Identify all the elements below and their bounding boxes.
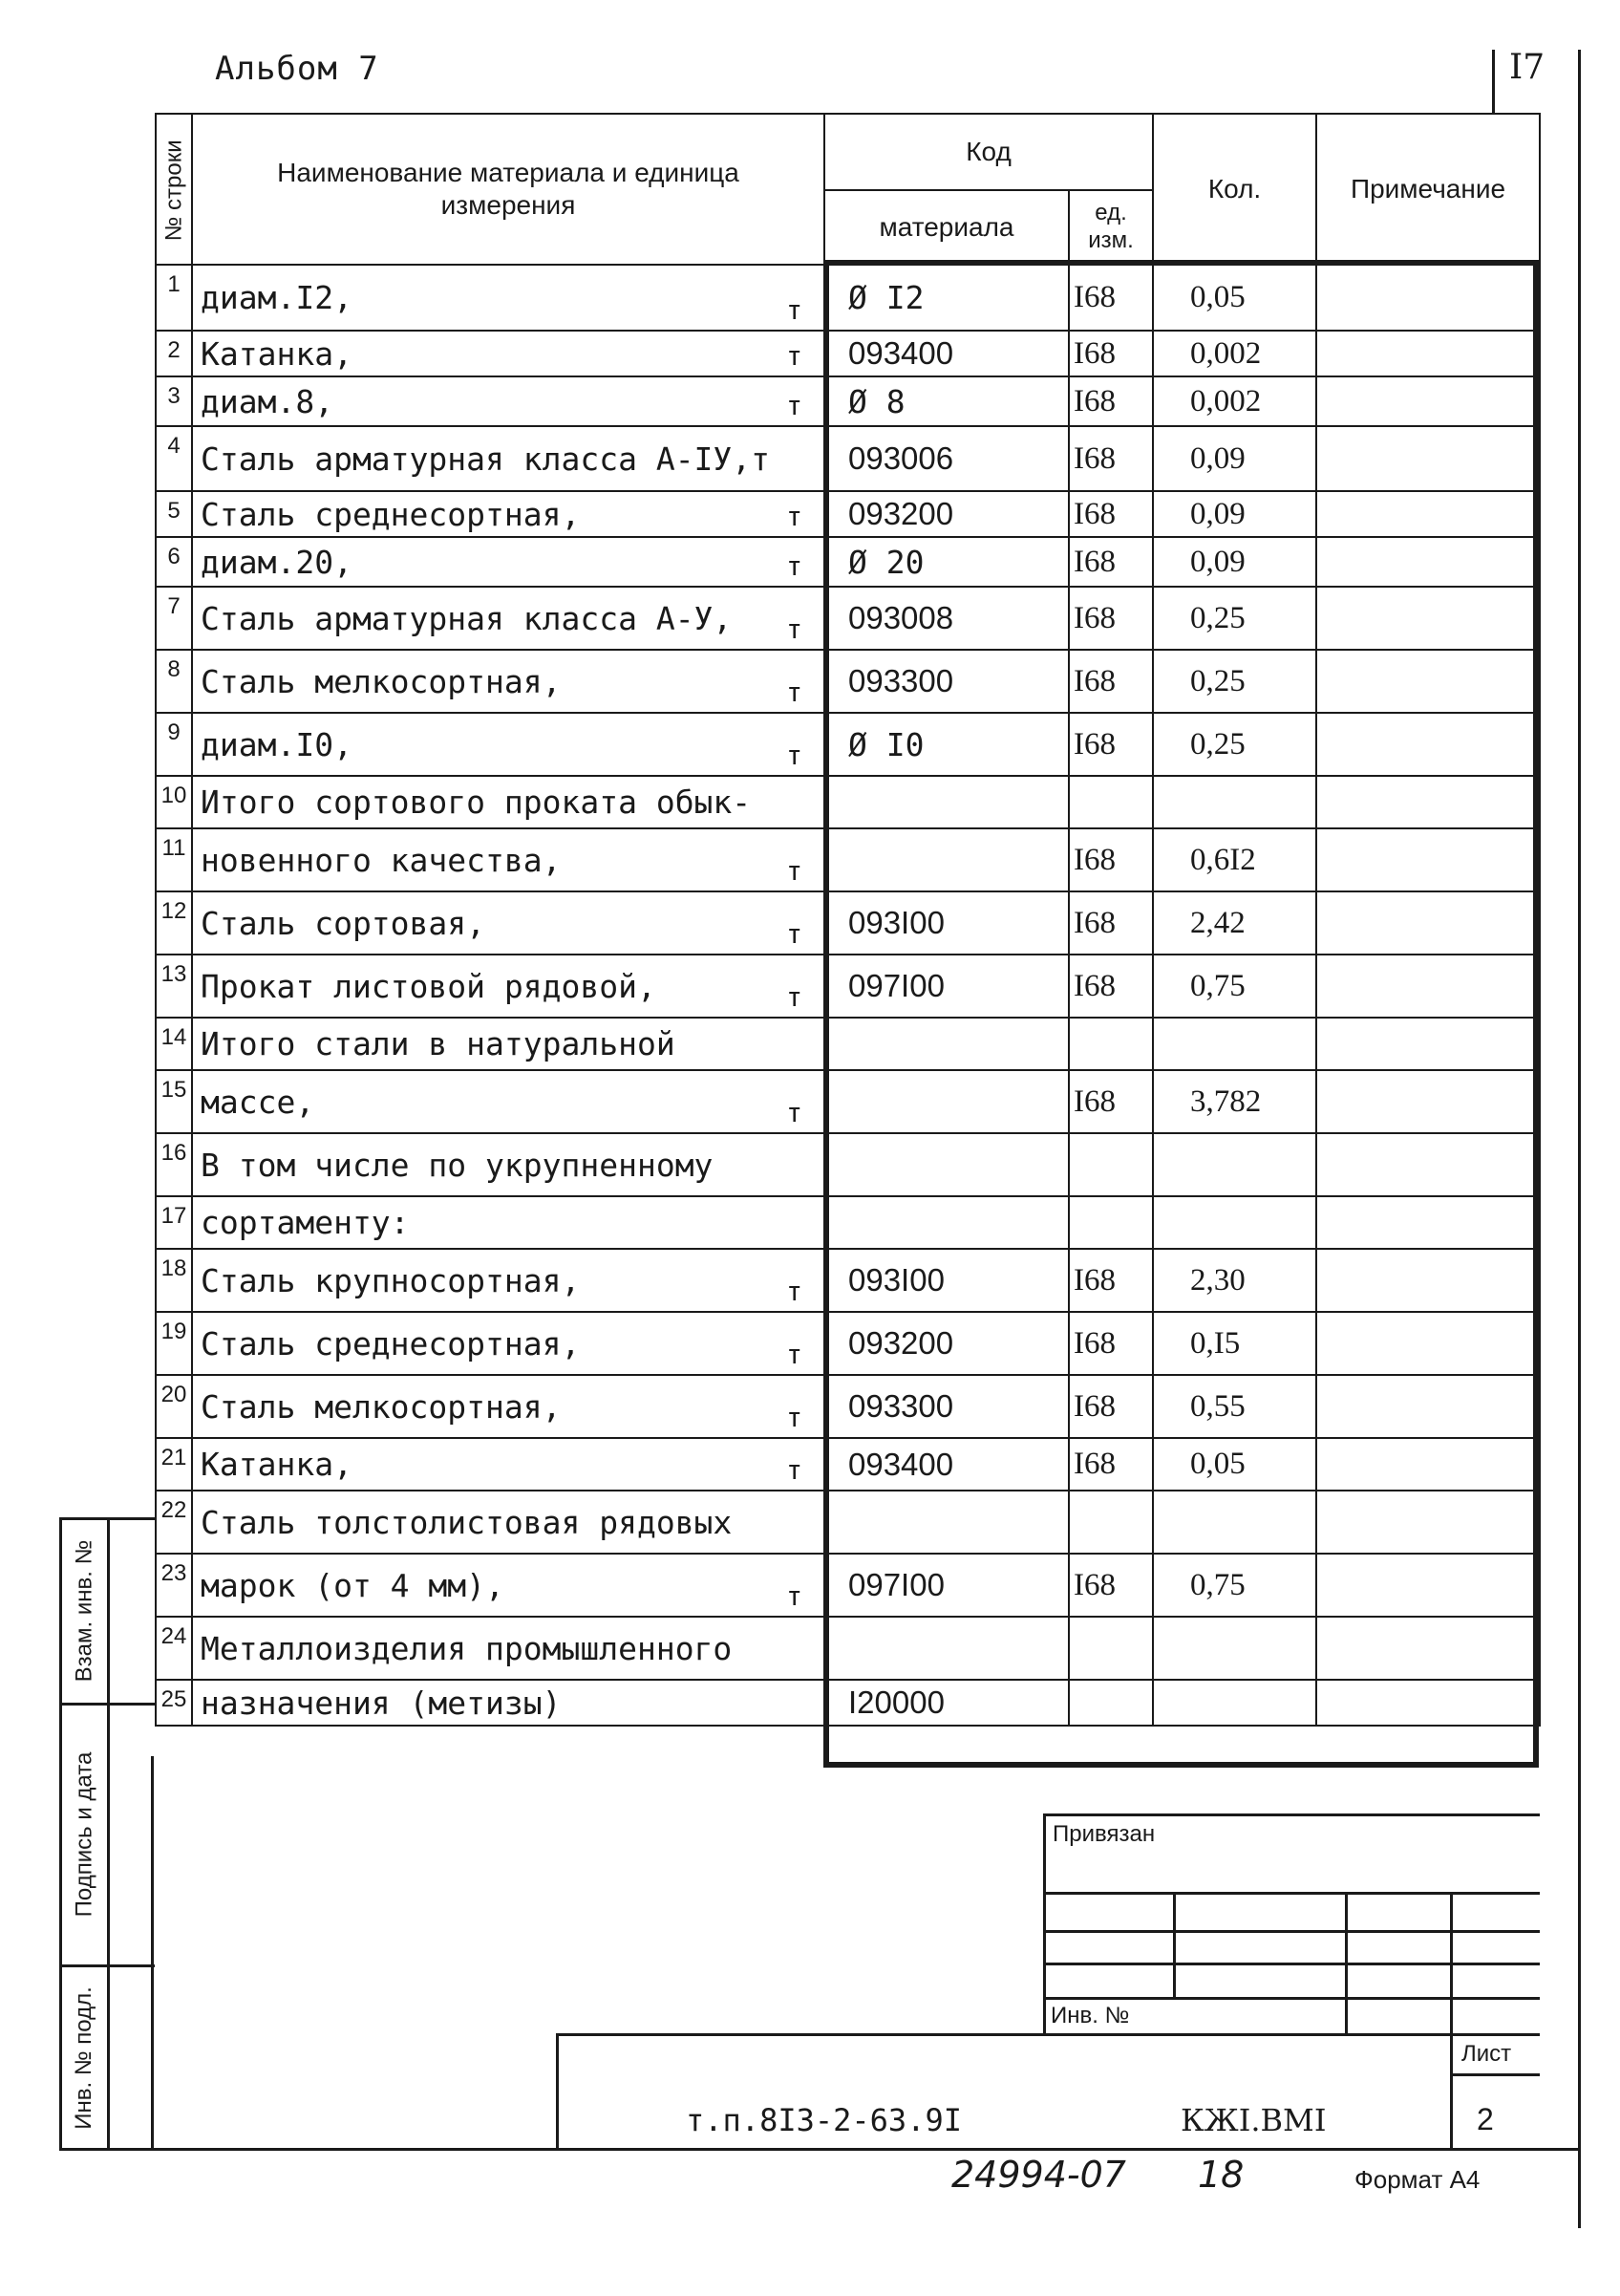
- album-title: Альбом 7: [215, 50, 379, 88]
- material-name: диам.20,: [201, 543, 352, 581]
- material-code: [824, 1133, 1069, 1196]
- table-row: [156, 537, 1540, 587]
- quantity: 0,09: [1153, 426, 1316, 491]
- unit-of-measure: т: [786, 981, 802, 1013]
- unit-of-measure: т: [786, 550, 802, 582]
- note: [1316, 1680, 1540, 1726]
- name-header: Наименование материала и единица измерения: [192, 114, 824, 265]
- stamp-privyazan-top: [1043, 1813, 1540, 1816]
- row-number-header: № строки: [156, 114, 192, 265]
- row-number: 10: [156, 776, 192, 828]
- stamp-grid-h2: [1043, 1930, 1540, 1933]
- table-row: [156, 265, 1540, 331]
- row-number: 12: [156, 891, 192, 955]
- quantity: [1153, 1133, 1316, 1196]
- table-row: [156, 1249, 1540, 1312]
- unit-code: [1069, 1680, 1153, 1726]
- table-row: [156, 650, 1540, 713]
- quantity: 0,25: [1153, 713, 1316, 776]
- table-row: [156, 828, 1540, 891]
- material-name: Сталь среднесортная,: [201, 1324, 581, 1363]
- table-row: [156, 491, 1540, 537]
- bottom-border: [59, 2148, 1578, 2151]
- unit-of-measure: т: [786, 676, 802, 708]
- table-row: [156, 587, 1540, 650]
- material-name-cell: [192, 1438, 824, 1491]
- unit-code: I68: [1069, 650, 1153, 713]
- row-number: 8: [156, 650, 192, 713]
- material-code: Ø 8: [824, 376, 1069, 426]
- inv-podl-label: Инв. № подл.: [71, 1986, 96, 2130]
- material-name: новенного качества,: [201, 841, 562, 879]
- unit-of-measure: т: [786, 1454, 802, 1486]
- row-number: 18: [156, 1249, 192, 1312]
- page-number: I7: [1509, 48, 1545, 87]
- row-number: 5: [156, 491, 192, 537]
- title-block-left: [556, 2033, 559, 2150]
- material-name-cell: [192, 1133, 824, 1196]
- row-number: 4: [156, 426, 192, 491]
- material-code: 093200: [824, 1312, 1069, 1375]
- material-name-cell: [192, 1617, 824, 1680]
- material-name-cell: [192, 265, 824, 331]
- material-name: назначения (метизы): [201, 1684, 562, 1722]
- material-code: 093I00: [824, 1249, 1069, 1312]
- material-name: Сталь толстолистовая рядовых: [201, 1503, 733, 1541]
- note: [1316, 713, 1540, 776]
- material-name: Катанка,: [201, 1446, 352, 1483]
- row-number: 20: [156, 1375, 192, 1438]
- unit-code: [1069, 1491, 1153, 1554]
- note: [1316, 331, 1540, 376]
- material-name-cell: [192, 891, 824, 955]
- note: [1316, 1196, 1540, 1249]
- material-name: Сталь мелкосортная,: [201, 1387, 562, 1426]
- note: [1316, 265, 1540, 331]
- row-number: 6: [156, 537, 192, 587]
- material-code: Ø I0: [824, 713, 1069, 776]
- handwritten-number: 24994-07: [951, 2154, 1126, 2196]
- unit-code: I68: [1069, 1438, 1153, 1491]
- table-row: [156, 1680, 1540, 1726]
- unit-code: I68: [1069, 265, 1153, 331]
- unit-code: [1069, 776, 1153, 828]
- material-name: Сталь среднесортная,: [201, 495, 581, 533]
- quantity: 2,30: [1153, 1249, 1316, 1312]
- doc-mark: КЖI.ВМI: [1181, 2102, 1327, 2138]
- material-name-cell: [192, 1680, 824, 1726]
- quantity: [1153, 1680, 1316, 1726]
- note: [1316, 955, 1540, 1018]
- unit-code: I68: [1069, 828, 1153, 891]
- row-number: 13: [156, 955, 192, 1018]
- material-code: [824, 1491, 1069, 1554]
- quantity: 0,05: [1153, 265, 1316, 331]
- unit-code: I68: [1069, 1375, 1153, 1438]
- unit-of-measure: т: [786, 740, 802, 771]
- table-row: [156, 1018, 1540, 1070]
- table-row: [156, 426, 1540, 491]
- unit-code: [1069, 1196, 1153, 1249]
- row-number: 22: [156, 1491, 192, 1554]
- unit-of-measure: т: [786, 1402, 802, 1433]
- note: [1316, 1375, 1540, 1438]
- note: [1316, 650, 1540, 713]
- material-name: Сталь арматурная класса А-IУ,т: [201, 440, 771, 478]
- material-name-cell: [192, 1375, 824, 1438]
- format-label: Формат А4: [1354, 2165, 1481, 2194]
- unit-code: [1069, 1133, 1153, 1196]
- row-number: 14: [156, 1018, 192, 1070]
- material-name-cell: [192, 713, 824, 776]
- unit-of-measure: т: [786, 294, 802, 326]
- material-code: 093008: [824, 587, 1069, 650]
- material-name-cell: [192, 1196, 824, 1249]
- row-number: 23: [156, 1554, 192, 1617]
- table-row: [156, 1554, 1540, 1617]
- material-name-cell: [192, 1312, 824, 1375]
- vzam-inv-label: Взам. инв. №: [71, 1539, 96, 1683]
- table-row: [156, 1070, 1540, 1133]
- unit-of-measure: т: [786, 501, 802, 532]
- quantity: [1153, 1491, 1316, 1554]
- title-block-top: [556, 2033, 1540, 2036]
- quantity: [1153, 1018, 1316, 1070]
- quantity: [1153, 1617, 1316, 1680]
- note: [1316, 1554, 1540, 1617]
- table-row: [156, 1491, 1540, 1554]
- row-number: 21: [156, 1438, 192, 1491]
- table-row: [156, 891, 1540, 955]
- material-code: 093200: [824, 491, 1069, 537]
- row-number: 11: [156, 828, 192, 891]
- note: [1316, 587, 1540, 650]
- material-code: [824, 1617, 1069, 1680]
- material-code: [824, 828, 1069, 891]
- material-name: Итого стали в натуральной: [201, 1025, 675, 1062]
- unit-code: I68: [1069, 1312, 1153, 1375]
- unit-code: I68: [1069, 955, 1153, 1018]
- material-name: Сталь сортовая,: [201, 904, 486, 942]
- quantity: 0,05: [1153, 1438, 1316, 1491]
- quantity: 3,782: [1153, 1070, 1316, 1133]
- row-number: 7: [156, 587, 192, 650]
- material-name: диам.I0,: [201, 725, 352, 763]
- inv-no-label: Инв. №: [1051, 2003, 1130, 2028]
- table-row: [156, 376, 1540, 426]
- material-code: 097I00: [824, 1554, 1069, 1617]
- unit-code: I68: [1069, 1249, 1153, 1312]
- note: [1316, 1249, 1540, 1312]
- unit-code: I68: [1069, 331, 1153, 376]
- row-number: 25: [156, 1680, 192, 1726]
- quantity: 2,42: [1153, 891, 1316, 955]
- unit-code: I68: [1069, 713, 1153, 776]
- row-number: 19: [156, 1312, 192, 1375]
- unit-code: I68: [1069, 376, 1153, 426]
- table-row: [156, 1312, 1540, 1375]
- note: [1316, 491, 1540, 537]
- unit-of-measure: т: [786, 390, 802, 421]
- note: [1316, 376, 1540, 426]
- material-code: I20000: [824, 1680, 1069, 1726]
- row-number: 16: [156, 1133, 192, 1196]
- unit-of-measure: т: [786, 613, 802, 645]
- material-name: Металлоизделия промышленного: [201, 1629, 733, 1667]
- unit-code: I68: [1069, 1554, 1153, 1617]
- stamp-grid-h3: [1043, 1963, 1540, 1965]
- qty-header: Кол.: [1153, 114, 1316, 265]
- quantity: 0,I5: [1153, 1312, 1316, 1375]
- table-row: [156, 1196, 1540, 1249]
- material-name-cell: [192, 426, 824, 491]
- material-name-cell: [192, 1554, 824, 1617]
- note: [1316, 828, 1540, 891]
- row-number: 24: [156, 1617, 192, 1680]
- table-row: [156, 1375, 1540, 1438]
- stamp-grid-v3: [1450, 1892, 1453, 2150]
- code-material-header: материала: [824, 190, 1069, 265]
- material-name-cell: [192, 776, 824, 828]
- stamp-grid-v2: [1345, 1892, 1348, 2035]
- material-name: марок (от 4 мм),: [201, 1566, 504, 1604]
- note: [1316, 776, 1540, 828]
- stamp-privyazan-left: [1043, 1813, 1046, 2035]
- material-name: В том числе по укрупненному: [201, 1146, 714, 1184]
- quantity: 0,55: [1153, 1375, 1316, 1438]
- quantity: 0,75: [1153, 955, 1316, 1018]
- table-left-bottom: [151, 1756, 154, 2150]
- material-name: диам.8,: [201, 382, 334, 420]
- note: [1316, 1438, 1540, 1491]
- unit-of-measure: т: [786, 918, 802, 950]
- table-row: [156, 1617, 1540, 1680]
- material-name-cell: [192, 1491, 824, 1554]
- material-code: [824, 776, 1069, 828]
- table-row: [156, 331, 1540, 376]
- unit-code: I68: [1069, 587, 1153, 650]
- list-label: Лист: [1461, 2041, 1512, 2067]
- list-label-line: [1450, 2073, 1540, 2076]
- material-code: 093300: [824, 1375, 1069, 1438]
- row-number: 2: [156, 331, 192, 376]
- quantity: 0,09: [1153, 491, 1316, 537]
- material-name-cell: [192, 1249, 824, 1312]
- material-code: [824, 1196, 1069, 1249]
- note: [1316, 891, 1540, 955]
- material-name-cell: [192, 650, 824, 713]
- material-code: 097I00: [824, 955, 1069, 1018]
- unit-code: [1069, 1018, 1153, 1070]
- stamp-grid-v1: [1173, 1892, 1176, 1997]
- quantity: 0,09: [1153, 537, 1316, 587]
- material-code: 093I00: [824, 891, 1069, 955]
- note: [1316, 1070, 1540, 1133]
- material-code: [824, 1070, 1069, 1133]
- materials-table: [155, 113, 1541, 1727]
- material-name-cell: [192, 587, 824, 650]
- table-row: [156, 713, 1540, 776]
- note-header: Примечание: [1316, 114, 1540, 265]
- material-code: 093400: [824, 331, 1069, 376]
- margin-inner-line: [107, 1517, 110, 2150]
- row-number: 9: [156, 713, 192, 776]
- material-code: Ø 20: [824, 537, 1069, 587]
- unit-of-measure: т: [786, 855, 802, 887]
- note: [1316, 426, 1540, 491]
- material-code: 093006: [824, 426, 1069, 491]
- note: [1316, 1491, 1540, 1554]
- unit-code: I68: [1069, 537, 1153, 587]
- page-number-divider: [1492, 50, 1495, 113]
- note: [1316, 1133, 1540, 1196]
- quantity: [1153, 1196, 1316, 1249]
- unit-of-measure: т: [786, 1580, 802, 1612]
- unit-of-measure: т: [786, 1276, 802, 1307]
- material-name: Сталь арматурная класса А-У,: [201, 599, 733, 637]
- table-row: [156, 955, 1540, 1018]
- handwritten-page: 18: [1198, 2154, 1245, 2196]
- unit-code: [1069, 1617, 1153, 1680]
- material-name-cell: [192, 955, 824, 1018]
- note: [1316, 1018, 1540, 1070]
- material-name: диам.I2,: [201, 279, 352, 316]
- material-name-cell: [192, 331, 824, 376]
- stamp-grid-h1: [1043, 1892, 1540, 1895]
- code-unit-header: ед. изм.: [1069, 190, 1153, 265]
- material-name-cell: [192, 1018, 824, 1070]
- material-code: Ø I2: [824, 265, 1069, 331]
- stamp-grid-h4: [1043, 1997, 1540, 2000]
- material-name-cell: [192, 376, 824, 426]
- quantity: 0,25: [1153, 650, 1316, 713]
- privyazan-label: Привязан: [1053, 1821, 1156, 1847]
- quantity: 0,6I2: [1153, 828, 1316, 891]
- material-name: Катанка,: [201, 334, 352, 373]
- material-name: Итого сортового проката обык-: [201, 783, 752, 821]
- material-name: Сталь крупносортная,: [201, 1261, 581, 1299]
- unit-of-measure: т: [786, 1339, 802, 1370]
- material-code: 093400: [824, 1438, 1069, 1491]
- row-number: 15: [156, 1070, 192, 1133]
- material-code: [824, 1018, 1069, 1070]
- quantity: 0,75: [1153, 1554, 1316, 1617]
- material-name-cell: [192, 828, 824, 891]
- row-number: 17: [156, 1196, 192, 1249]
- quantity: [1153, 776, 1316, 828]
- code-header: Код: [824, 114, 1153, 190]
- unit-of-measure: т: [786, 340, 802, 372]
- unit-of-measure: т: [786, 1097, 802, 1128]
- material-name-cell: [192, 1070, 824, 1133]
- material-code: 093300: [824, 650, 1069, 713]
- material-name: Прокат листовой рядовой,: [201, 967, 656, 1005]
- right-border: [1578, 50, 1581, 2228]
- table-row: [156, 776, 1540, 828]
- unit-code: I68: [1069, 426, 1153, 491]
- material-name: сортаменту:: [201, 1204, 410, 1241]
- material-name-cell: [192, 491, 824, 537]
- list-number: 2: [1477, 2102, 1494, 2136]
- quantity: 0,002: [1153, 376, 1316, 426]
- unit-code: I68: [1069, 1070, 1153, 1133]
- material-name: массе,: [201, 1083, 315, 1121]
- note: [1316, 1617, 1540, 1680]
- table-row: [156, 1133, 1540, 1196]
- note: [1316, 1312, 1540, 1375]
- row-number: 3: [156, 376, 192, 426]
- podpis-label: Подпись и дата: [71, 1751, 96, 1918]
- quantity: 0,25: [1153, 587, 1316, 650]
- unit-code: I68: [1069, 891, 1153, 955]
- unit-code: I68: [1069, 491, 1153, 537]
- row-number: 1: [156, 265, 192, 331]
- note: [1316, 537, 1540, 587]
- quantity: 0,002: [1153, 331, 1316, 376]
- material-name: Сталь мелкосортная,: [201, 662, 562, 700]
- material-name-cell: [192, 537, 824, 587]
- table-row: [156, 1438, 1540, 1491]
- doc-code: т.п.8I3-2-63.9I: [686, 2102, 962, 2138]
